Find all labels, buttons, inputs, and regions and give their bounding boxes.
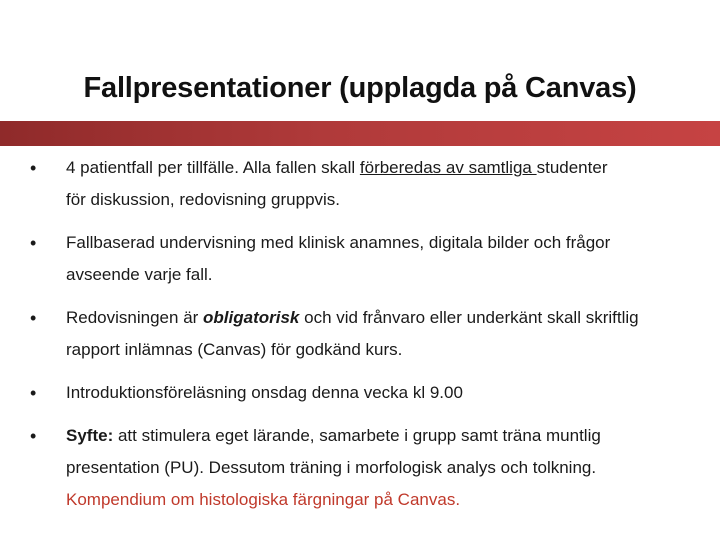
bullet-5-line-1: [66, 420, 700, 452]
bullet-4-line-1: Introduktionsföreläsning onsdag denna vecka kl 9.00: [66, 383, 463, 402]
bullet-5-line-2: presentation (PU). Dessutom träning i morfologisk analys och tolkning.: [66, 458, 597, 477]
bullet-dot: •: [30, 426, 37, 446]
bullet-2-line-1: Fallbaserad undervisning med klinisk anamnes, digitala bilder och frågor: [66, 233, 611, 252]
bullet-3-text-b: och vid frånvaro eller underkänt skall skriftlig: [299, 308, 639, 327]
bullet-dot: •: [30, 158, 37, 178]
bullet-dot: •: [30, 308, 37, 328]
bullet-1-text-b: studenter: [536, 158, 608, 177]
bullet-5-label: Syfte:: [66, 426, 114, 445]
bullet-3-text-a: Redovisningen är: [66, 308, 204, 327]
bullet-5-red-note: Kompendium om histologiska färgningar på Canvas.: [66, 490, 461, 509]
title-accent-bar: [0, 121, 720, 146]
bullet-item-5: [30, 420, 700, 516]
bullet-1-underlined-text: förberedas av samtliga: [359, 158, 537, 177]
bullet-5-text-b: att stimulera eget lärande, samarbete i grupp samt träna muntlig: [113, 426, 601, 445]
bullet-dot: •: [30, 383, 37, 403]
bullet-item-4: [30, 377, 700, 409]
bullet-3-line-2: rapport inlämnas (Canvas) för godkänd kurs.: [66, 340, 403, 359]
bullet-1-line-1: [66, 152, 700, 184]
bullet-item-2: [30, 227, 700, 291]
bullet-1-text-a: 4 patientfall per tillfälle. Alla fallen skall: [66, 158, 360, 177]
bullet-item-3: [30, 302, 700, 366]
bullet-1-line-2: för diskussion, redovisning gruppvis.: [66, 190, 341, 209]
bullet-3-line-1: [66, 302, 700, 334]
bullet-list: [30, 152, 700, 527]
bullet-dot: •: [30, 233, 37, 253]
slide-title: Fallpresentationer (upplagda på Canvas): [83, 72, 637, 104]
bullet-item-1: [30, 152, 700, 216]
bullet-3-emphasis: obligatorisk: [203, 308, 300, 327]
bullet-2-line-2: avseende varje fall.: [66, 265, 213, 284]
